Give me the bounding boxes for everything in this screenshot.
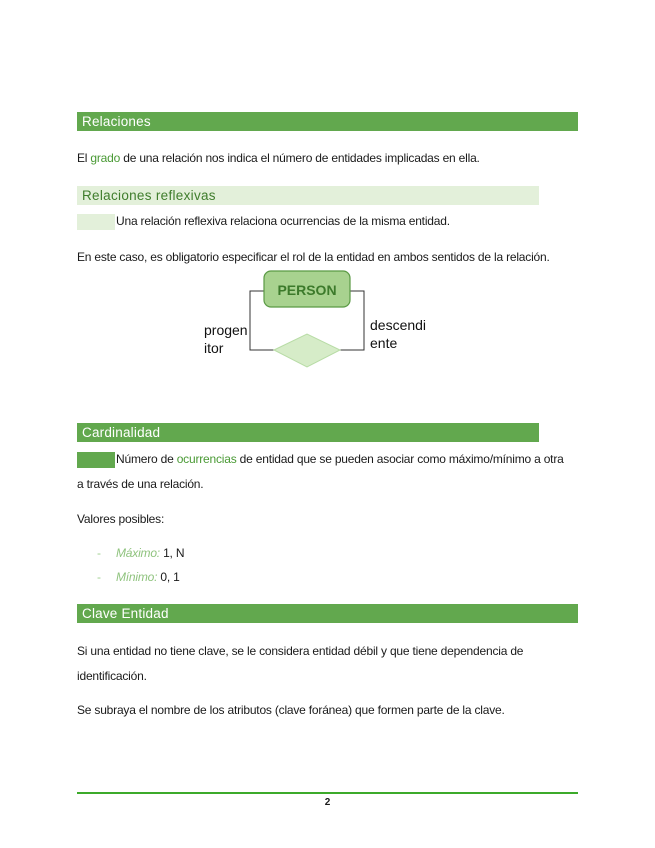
clave-paragraph1-line2: identificación. <box>77 669 147 683</box>
text-run: El <box>77 151 91 165</box>
section-header-clave <box>77 604 578 623</box>
role-right-line1: descendi <box>370 317 427 333</box>
indent-highlight-dark <box>77 452 115 468</box>
clave-paragraph2: Se subraya el nombre de los atributos (clave foránea) que formen parte de la clave. <box>77 703 505 717</box>
valores-intro: Valores posibles: <box>77 512 165 526</box>
recursive-relationship-diagram <box>190 268 450 373</box>
section-header-cardinalidad <box>77 423 539 442</box>
section-title: Relaciones <box>82 114 151 129</box>
clave-paragraph1-line1: Si una entidad no tiene clave, se le considera entidad débil y que tiene dependencia de <box>77 644 524 658</box>
bullet-item <box>97 570 101 584</box>
section-header-relaciones <box>77 112 578 131</box>
bullet-value: 0, 1 <box>157 570 180 584</box>
keyword-grado: grado <box>90 151 121 165</box>
section-title: Cardinalidad <box>82 425 161 440</box>
keyword-ocurrencias: ocurrencias <box>176 452 237 466</box>
bullet-value: 1, N <box>159 546 185 560</box>
indent-highlight <box>77 214 115 230</box>
relationship-diamond <box>274 334 340 367</box>
section-title: Clave Entidad <box>82 606 169 621</box>
reflexiva-definition: Una relación reflexiva relaciona ocurrencias de la misma entidad. <box>116 214 450 228</box>
grado-paragraph <box>77 151 480 165</box>
role-left-line1: progen <box>204 322 248 338</box>
role-right-line2: ente <box>370 335 398 351</box>
page-number: 2 <box>324 797 331 808</box>
cardinalidad-paragraph-line1 <box>116 452 564 466</box>
cardinalidad-paragraph-line2: a través de una relación. <box>77 477 204 491</box>
bullet-label: Mínimo: <box>116 570 158 584</box>
reflexiva-note: En este caso, es obligatorio especificar el rol de la entidad en ambos sentidos de la relación. <box>77 250 550 264</box>
text-run: de una relación nos indica el número de entidades implicadas en ella. <box>120 151 480 165</box>
bullet-minimo <box>116 570 180 584</box>
role-left-line2: itor <box>204 340 224 356</box>
bullet-maximo <box>116 546 184 560</box>
text-run: Número de <box>116 452 177 466</box>
bullet-item <box>97 546 101 560</box>
footer-divider <box>77 792 578 794</box>
bullet-dash: - <box>97 546 101 560</box>
bullet-label: Máximo: <box>116 546 160 560</box>
bullet-dash: - <box>97 570 101 584</box>
subsection-header-reflexivas <box>77 186 539 205</box>
subsection-title: Relaciones reflexivas <box>82 188 216 203</box>
entity-label: PERSON <box>277 282 337 298</box>
text-run: de entidad que se pueden asociar como máximo/mínimo a otra <box>236 452 564 466</box>
